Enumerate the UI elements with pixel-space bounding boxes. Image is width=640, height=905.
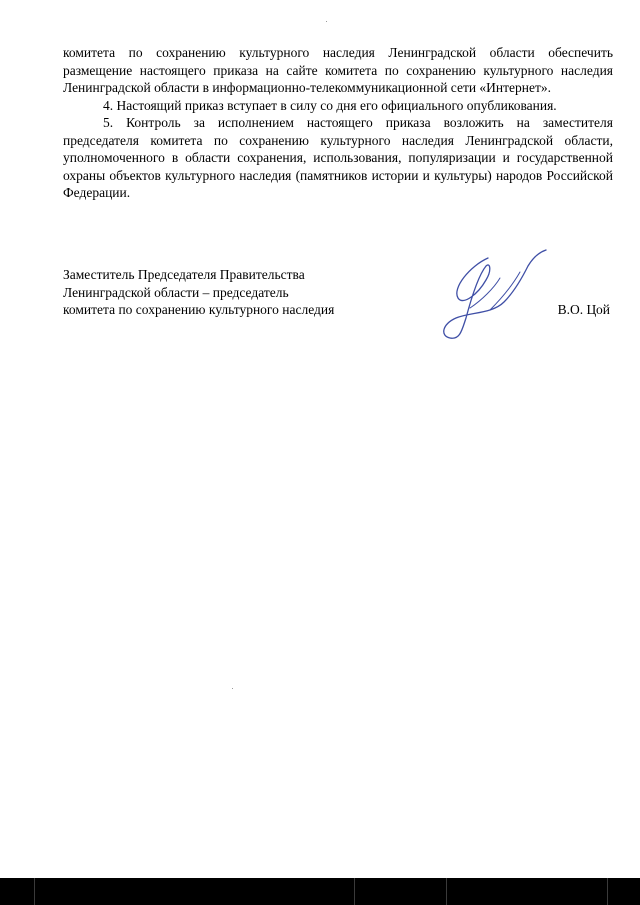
signatory-position xyxy=(63,266,393,319)
position-line-2: Ленинградской области – председатель xyxy=(63,284,289,300)
scan-speck xyxy=(326,21,327,22)
scan-border-separator xyxy=(607,878,608,905)
paragraph-item-5: 5. Контроль за исполнением настоящего приказа возложить на заместителя председателя комитета по сохранению культурного наследия Ленинградской области, уполномоченного в области сохранения, использования, популяризации и государственной охраны объектов культурного наследия (памятников истории и культуры) народов Российской Федерации. xyxy=(63,115,613,200)
scan-border xyxy=(0,878,640,905)
scan-border-separator xyxy=(354,878,355,905)
scan-border-separator xyxy=(446,878,447,905)
handwritten-signature xyxy=(430,248,550,348)
position-line-1: Заместитель Председателя Правительства xyxy=(63,267,305,282)
signatory-name: В.О. Цой xyxy=(557,302,610,317)
scan-speck xyxy=(232,688,233,689)
paragraph-continuation: комитета по сохранению культурного наследия Ленинградской области обеспечить размещение настоящего приказа на сайте комитета по сохранению культурного наследия Ленинградской области в информационно-телекоммуникационной сети «Интернет». xyxy=(63,45,613,95)
scan-border-separator xyxy=(34,878,35,905)
position-line-3: комитета по сохранению культурного наследия xyxy=(63,302,335,317)
paragraph-item-4: 4. Настоящий приказ вступает в силу со дня его официального опубликования. xyxy=(103,97,557,113)
body-text xyxy=(63,44,613,202)
